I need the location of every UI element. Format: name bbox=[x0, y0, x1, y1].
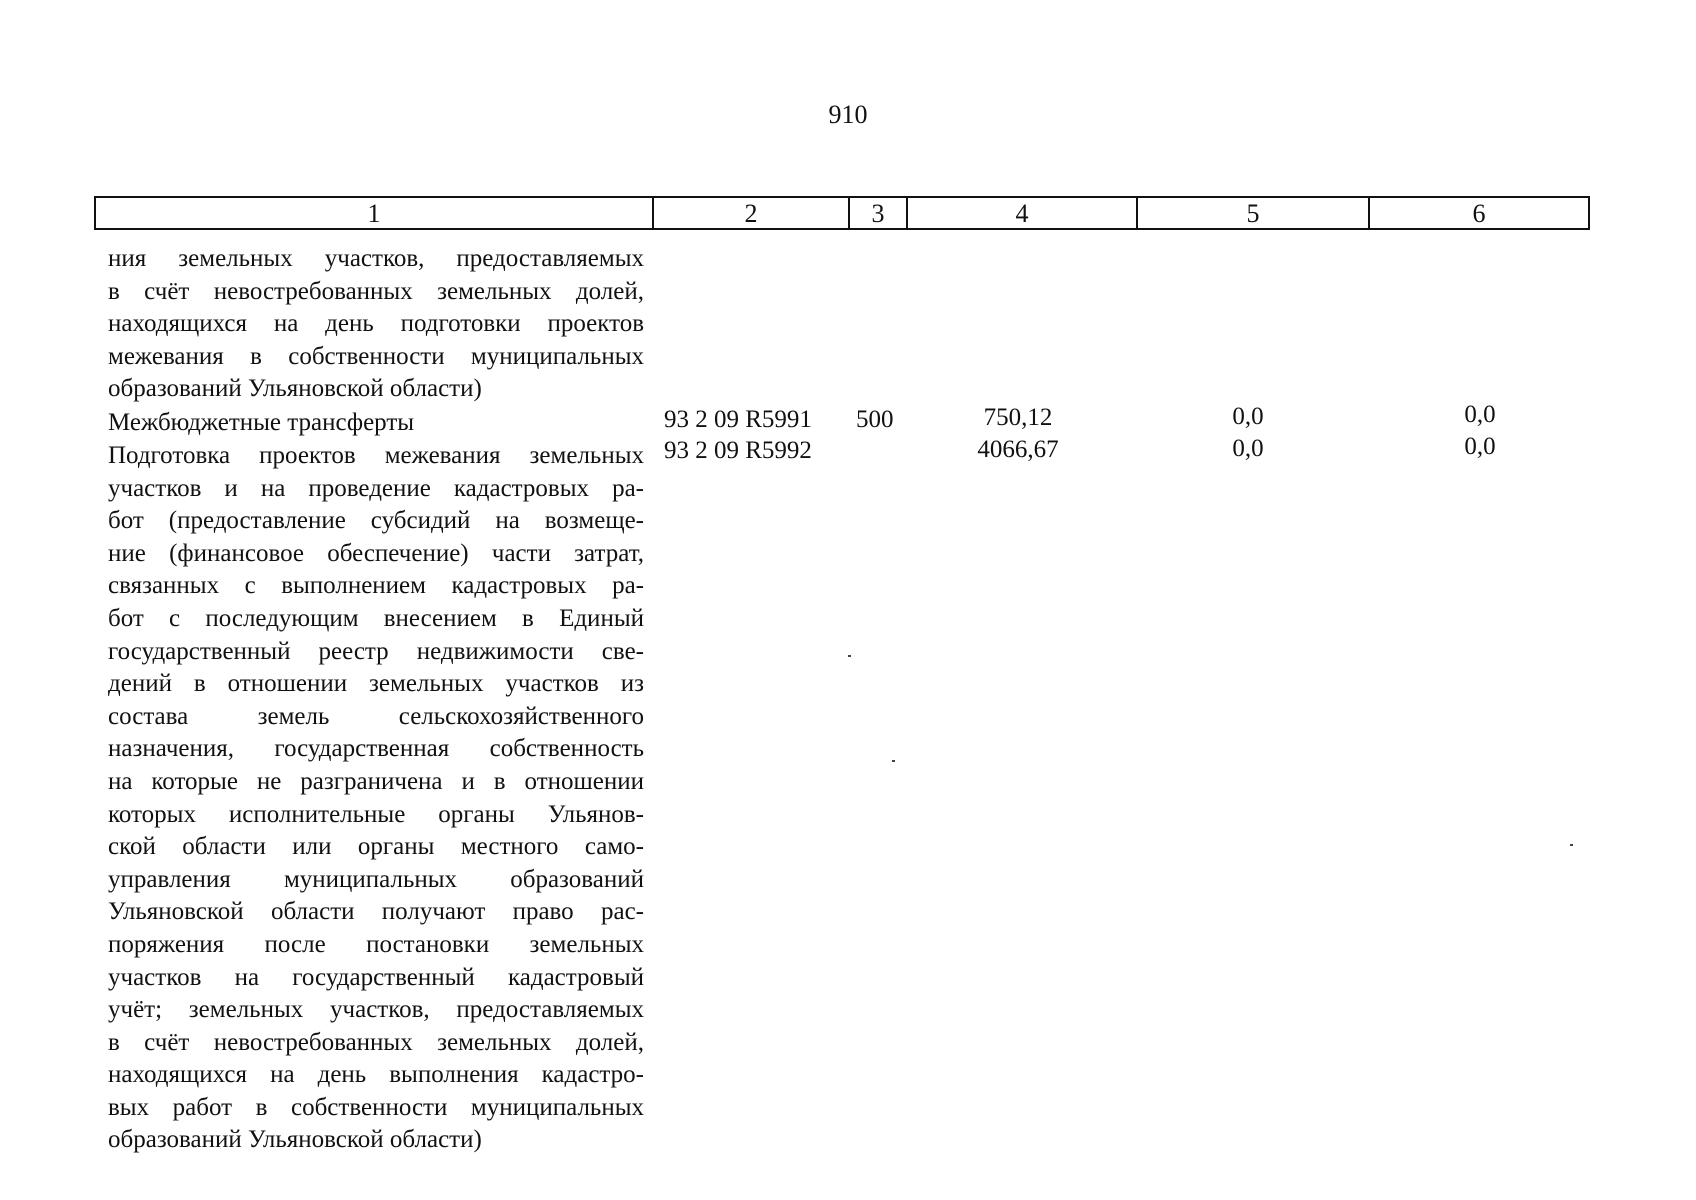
row-2-col6: 0,0 bbox=[1464, 433, 1496, 460]
text-line: ской области или органы местного само- bbox=[108, 833, 644, 861]
text-line: ния земельных участков, предоставляемых bbox=[108, 245, 644, 272]
scan-speck bbox=[1570, 844, 1573, 846]
row-1-code: 93 2 09 R5991 bbox=[664, 406, 812, 433]
row-1-col5: 0,0 bbox=[1232, 403, 1264, 430]
header-col-3: 3 bbox=[850, 198, 908, 228]
header-col-4: 4 bbox=[908, 198, 1138, 228]
text-line: управления муниципальных образований bbox=[108, 865, 644, 893]
text-line: дений в отношении земельных участков из bbox=[108, 670, 644, 698]
text-line: в счёт невостребованных земельных долей, bbox=[108, 1028, 644, 1056]
text-line: находящихся на день подготовки проектов bbox=[108, 310, 644, 338]
row-2-code: 93 2 09 R5992 bbox=[664, 437, 812, 464]
row-1-amount: 750,12 bbox=[983, 404, 1053, 431]
text-line: поряжения после постановки земельных bbox=[108, 930, 644, 958]
text-line: на которые не разграничена и в отношении bbox=[108, 767, 644, 795]
row-2-amount: 4066,67 bbox=[977, 436, 1059, 463]
text-line: государственный реестр недвижимости све- bbox=[108, 637, 644, 665]
table-header bbox=[94, 196, 1590, 230]
text-line: образований Ульяновской области) bbox=[108, 1126, 482, 1154]
text-line: участков и на проведение кадастровых ра- bbox=[108, 474, 644, 502]
row-1-type: 500 bbox=[856, 406, 894, 433]
text-line: находящихся на день выполнения кадастро- bbox=[108, 1061, 644, 1089]
text-line: в счёт невостребованных земельных долей, bbox=[108, 277, 644, 305]
continuation-description bbox=[108, 243, 644, 406]
header-col-5: 5 bbox=[1138, 198, 1370, 228]
text-line: бот (предоставление субсидий на возмеще- bbox=[108, 507, 644, 535]
row-2-col5: 0,0 bbox=[1232, 435, 1264, 462]
header-col-2: 2 bbox=[654, 198, 850, 228]
page-number: 910 bbox=[828, 100, 868, 129]
text-line: учёт; земельных участков, предоставляемых bbox=[108, 996, 644, 1024]
text-line: назначения, государственная собственность bbox=[108, 735, 644, 763]
text-line: участков на государственный кадастровый bbox=[108, 963, 644, 991]
text-line: Подготовка проектов межевания земельных bbox=[108, 442, 644, 469]
scan-speck bbox=[892, 760, 895, 762]
header-col-6: 6 bbox=[1472, 199, 1486, 228]
text-line: ние (финансовое обеспечение) части затрат, bbox=[108, 539, 644, 567]
text-line: бот с последующим внесением в Единый bbox=[108, 604, 644, 632]
text-line: образований Ульяновской области) bbox=[108, 375, 482, 403]
row-1-col6: 0,0 bbox=[1464, 401, 1496, 428]
row-name-text: Межбюджетные трансферты bbox=[108, 409, 415, 436]
text-line: связанных с выполнением кадастровых ра- bbox=[108, 572, 644, 600]
text-line: межевания в собственности муниципальных bbox=[108, 342, 644, 370]
row-2-name bbox=[108, 440, 644, 1157]
header-col-1: 1 bbox=[96, 198, 654, 228]
scan-speck bbox=[848, 655, 851, 657]
text-line: которых исполнительные органы Ульянов- bbox=[108, 800, 644, 828]
text-line: состава земель сельскохозяйственного bbox=[108, 702, 644, 730]
text-line: Ульяновской области получают право рас- bbox=[108, 898, 644, 926]
row-1-name bbox=[108, 407, 644, 440]
text-line: вых работ в собственности муниципальных bbox=[108, 1093, 644, 1121]
